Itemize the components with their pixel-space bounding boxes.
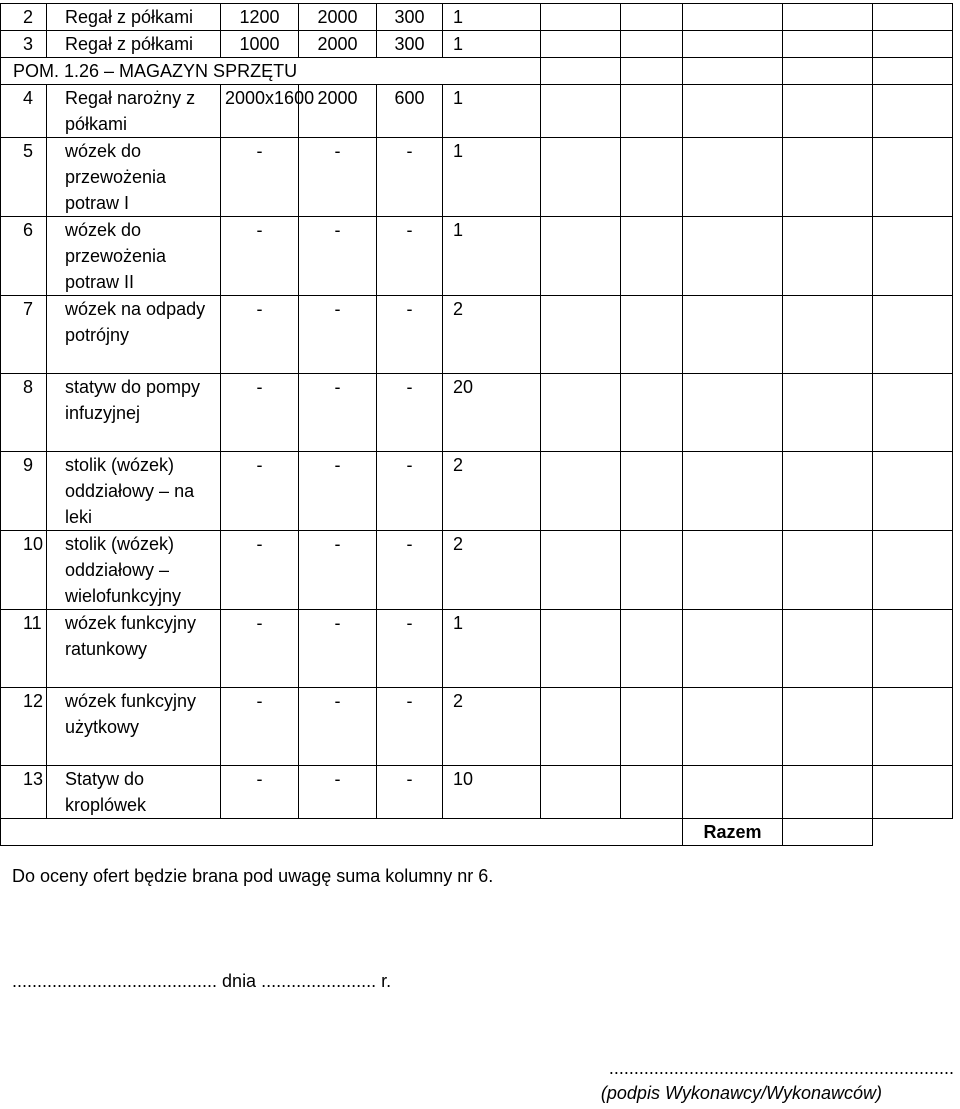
item-number: 3 (1, 31, 47, 58)
table-row (1, 452, 953, 531)
table-row (1, 217, 953, 296)
empty-cell (783, 374, 873, 452)
evaluation-note: Do oceny ofert będzie brana pod uwagę suma kolumny nr 6. (12, 866, 494, 886)
item-name: Statyw do kroplówek (47, 766, 221, 819)
item-depth: - (377, 138, 443, 217)
item-quantity: 20 (443, 374, 541, 452)
total-label: Razem (683, 819, 783, 846)
empty-cell (683, 610, 783, 688)
item-height: - (299, 610, 377, 688)
empty-cell (621, 85, 683, 138)
item-height: - (299, 531, 377, 610)
item-height: - (299, 688, 377, 766)
item-name: wózek funkcyjny ratunkowy (47, 610, 221, 688)
item-height: - (299, 766, 377, 819)
item-width: - (221, 296, 299, 374)
empty-cell (621, 610, 683, 688)
item-width: - (221, 452, 299, 531)
empty-cell (873, 610, 953, 688)
item-depth: - (377, 217, 443, 296)
empty-cell (873, 688, 953, 766)
empty-cell (541, 374, 621, 452)
item-quantity: 1 (443, 138, 541, 217)
empty-cell (873, 85, 953, 138)
item-width: - (221, 766, 299, 819)
empty-cell (783, 4, 873, 31)
empty-cell (621, 531, 683, 610)
empty-cell (683, 452, 783, 531)
item-name: wózek na odpady potrójny (47, 296, 221, 374)
item-number: 9 (1, 452, 47, 531)
table-row (1, 296, 953, 374)
empty-cell (873, 819, 953, 846)
empty-cell (783, 766, 873, 819)
item-width: - (221, 217, 299, 296)
empty-cell (873, 452, 953, 531)
item-depth: - (377, 688, 443, 766)
empty-cell (683, 85, 783, 138)
item-number: 4 (1, 85, 47, 138)
item-width: - (221, 138, 299, 217)
item-height: 2000 (299, 31, 377, 58)
item-number: 7 (1, 296, 47, 374)
table-row (1, 610, 953, 688)
item-number: 5 (1, 138, 47, 217)
item-quantity: 1 (443, 4, 541, 31)
empty-cell (873, 4, 953, 31)
item-width: - (221, 610, 299, 688)
item-depth: - (377, 374, 443, 452)
item-name: Regał z półkami (47, 31, 221, 58)
item-depth: 300 (377, 4, 443, 31)
item-height: 2000 (299, 4, 377, 31)
empty-cell (873, 138, 953, 217)
empty-cell (783, 688, 873, 766)
empty-cell (683, 138, 783, 217)
empty-cell (783, 58, 873, 85)
equipment-table (0, 3, 953, 846)
item-name: wózek do przewożenia potraw I (47, 138, 221, 217)
item-depth: - (377, 531, 443, 610)
item-width: - (221, 374, 299, 452)
empty-cell (873, 296, 953, 374)
empty-cell (873, 766, 953, 819)
empty-cell (541, 217, 621, 296)
item-name: Regał z półkami (47, 4, 221, 31)
empty-cell (541, 138, 621, 217)
empty-cell (783, 217, 873, 296)
item-height: - (299, 374, 377, 452)
item-number: 10 (1, 531, 47, 610)
empty-cell (683, 58, 783, 85)
item-number: 6 (1, 217, 47, 296)
total-row (1, 819, 953, 846)
table-row (1, 85, 953, 138)
empty-cell (621, 452, 683, 531)
table-row (1, 766, 953, 819)
item-number: 11 (1, 610, 47, 688)
empty-cell (621, 296, 683, 374)
item-width: 2000x1600 (221, 85, 299, 138)
empty-cell (621, 4, 683, 31)
item-width: - (221, 531, 299, 610)
item-height: - (299, 138, 377, 217)
empty-cell (783, 531, 873, 610)
empty-cell (683, 4, 783, 31)
item-quantity: 1 (443, 31, 541, 58)
table-row (1, 31, 953, 58)
signature-dots: ..................................................................... (608, 1058, 954, 1078)
empty-cell (683, 531, 783, 610)
empty-cell (621, 217, 683, 296)
empty-cell (541, 31, 621, 58)
item-quantity: 1 (443, 85, 541, 138)
empty-cell (873, 31, 953, 58)
item-quantity: 1 (443, 217, 541, 296)
item-width: - (221, 688, 299, 766)
item-height: 2000 (299, 85, 377, 138)
empty-cell (621, 138, 683, 217)
total-value (783, 819, 873, 846)
item-quantity: 2 (443, 296, 541, 374)
empty-cell (541, 58, 621, 85)
item-quantity: 2 (443, 688, 541, 766)
date-line: ......................................... dnia ....................... r. (12, 971, 392, 991)
item-quantity: 1 (443, 610, 541, 688)
empty-cell (541, 610, 621, 688)
table-row (1, 4, 953, 31)
empty-cell (1, 819, 683, 846)
signature-label: (podpis Wykonawcy/Wykonawców) (600, 1083, 882, 1103)
empty-cell (683, 688, 783, 766)
item-name: statyw do pompy infuzyjnej (47, 374, 221, 452)
table-row (1, 138, 953, 217)
empty-cell (683, 217, 783, 296)
empty-cell (783, 85, 873, 138)
table-row (1, 531, 953, 610)
item-height: - (299, 296, 377, 374)
section-title: POM. 1.26 – MAGAZYN SPRZĘTU (1, 58, 541, 85)
empty-cell (783, 138, 873, 217)
item-number: 13 (1, 766, 47, 819)
section-row (1, 58, 953, 85)
table-row (1, 688, 953, 766)
item-depth: - (377, 766, 443, 819)
table-row (1, 374, 953, 452)
item-height: - (299, 217, 377, 296)
empty-cell (541, 85, 621, 138)
item-number: 2 (1, 4, 47, 31)
empty-cell (621, 374, 683, 452)
empty-cell (541, 296, 621, 374)
item-depth: 600 (377, 85, 443, 138)
item-width: 1200 (221, 4, 299, 31)
empty-cell (873, 374, 953, 452)
item-depth: - (377, 452, 443, 531)
item-quantity: 2 (443, 531, 541, 610)
item-name: wózek funkcyjny użytkowy (47, 688, 221, 766)
empty-cell (541, 766, 621, 819)
item-name: stolik (wózek) oddziałowy – na leki (47, 452, 221, 531)
item-quantity: 2 (443, 452, 541, 531)
empty-cell (621, 688, 683, 766)
item-number: 12 (1, 688, 47, 766)
item-height: - (299, 452, 377, 531)
empty-cell (541, 4, 621, 31)
empty-cell (783, 610, 873, 688)
empty-cell (541, 688, 621, 766)
empty-cell (873, 58, 953, 85)
item-depth: 300 (377, 31, 443, 58)
empty-cell (541, 531, 621, 610)
item-name: wózek do przewożenia potraw II (47, 217, 221, 296)
item-width: 1000 (221, 31, 299, 58)
item-number: 8 (1, 374, 47, 452)
empty-cell (621, 31, 683, 58)
empty-cell (621, 766, 683, 819)
item-depth: - (377, 610, 443, 688)
empty-cell (873, 531, 953, 610)
empty-cell (873, 217, 953, 296)
empty-cell (541, 452, 621, 531)
item-depth: - (377, 296, 443, 374)
empty-cell (621, 58, 683, 85)
item-name: Regał narożny z półkami (47, 85, 221, 138)
empty-cell (783, 296, 873, 374)
empty-cell (683, 766, 783, 819)
empty-cell (783, 31, 873, 58)
item-name: stolik (wózek) oddziałowy – wielofunkcyjny (47, 531, 221, 610)
empty-cell (683, 374, 783, 452)
item-quantity: 10 (443, 766, 541, 819)
empty-cell (683, 296, 783, 374)
empty-cell (683, 31, 783, 58)
empty-cell (783, 452, 873, 531)
